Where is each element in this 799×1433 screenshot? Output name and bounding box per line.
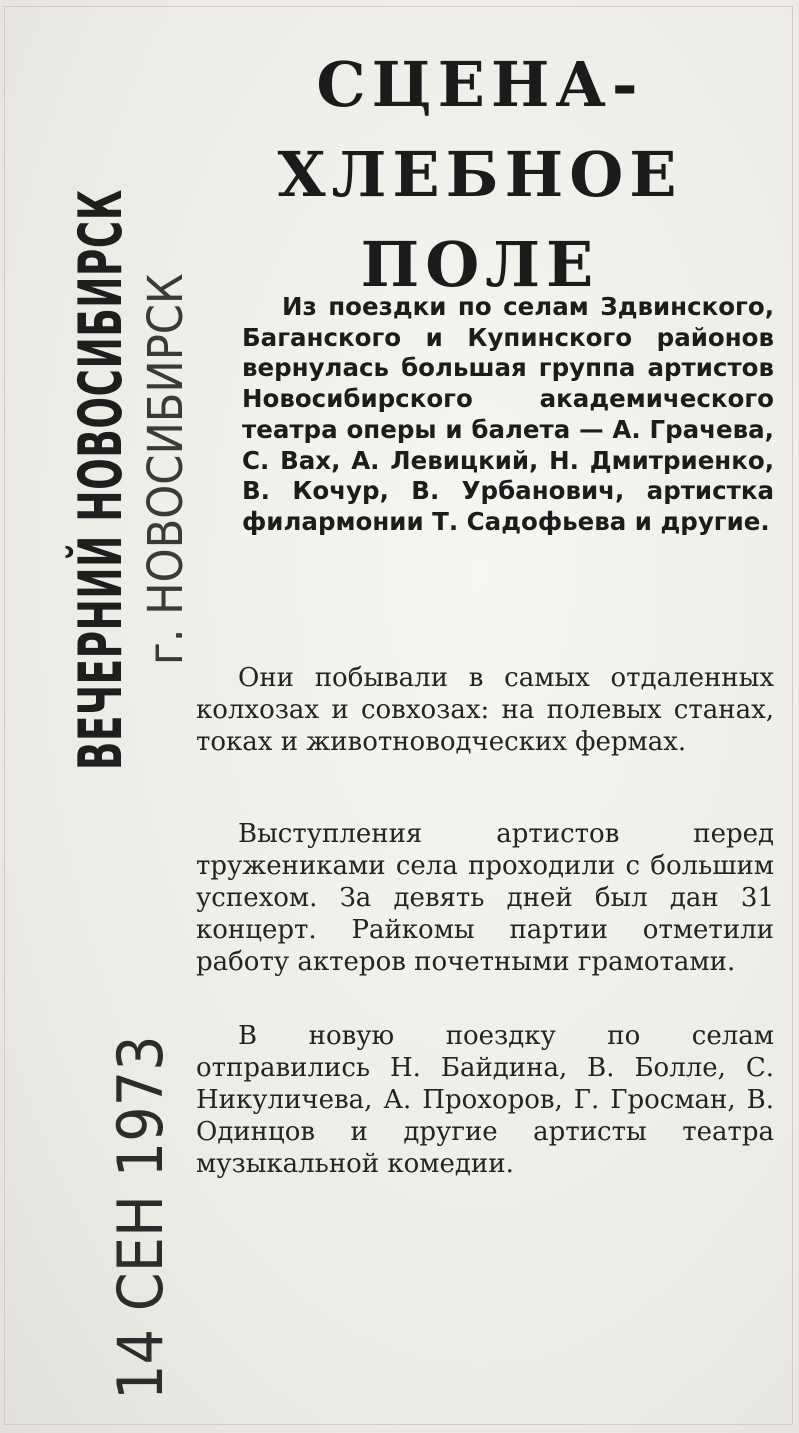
headline-line-1: СЦЕНА- bbox=[316, 48, 644, 121]
article-lead: Из поездки по селам Здвинского, Баганского и Купинского районов вернулась большая группа артистов Новосибирского академического театра оперы и балета — А. Грачева, С. Вах, А. Левицкий, Н. Дмитриенко, В. Кочур, В. Урбанович, артистка филармонии Т. Садофьева и другие. bbox=[242, 292, 774, 536]
article-paragraph: Они побывали в самых отдаленных колхозах и совхозах: на полевых станах, токах и животноводческих фермах. bbox=[196, 663, 774, 757]
article-paragraph: Выступления артистов перед тружениками села проходили с большим успехом. За девять дней был дан 31 концерт. Райкомы партии отметили работу актеров почетными грамотами. bbox=[196, 819, 774, 977]
article-headline bbox=[250, 40, 710, 310]
city-stamp: г. НОВОСИБИРСК bbox=[138, 273, 194, 665]
headline-line-2: ХЛЕБНОЕ bbox=[277, 138, 683, 211]
newspaper-name-stamp: ВЕЧЕРНИЙ НОВОСИБИРСК bbox=[66, 189, 136, 771]
article-paragraph: В новую поездку по селам отправились Н. Байдина, В. Болле, С. Никуличева, А. Прохоров, Г. Гросман, В. Одинцов и другие артисты театра музыкальной комедии. bbox=[196, 1021, 774, 1179]
date-stamp: 14 СЕН 1973 bbox=[104, 1035, 177, 1400]
headline-line-3: ПОЛЕ bbox=[360, 228, 600, 301]
